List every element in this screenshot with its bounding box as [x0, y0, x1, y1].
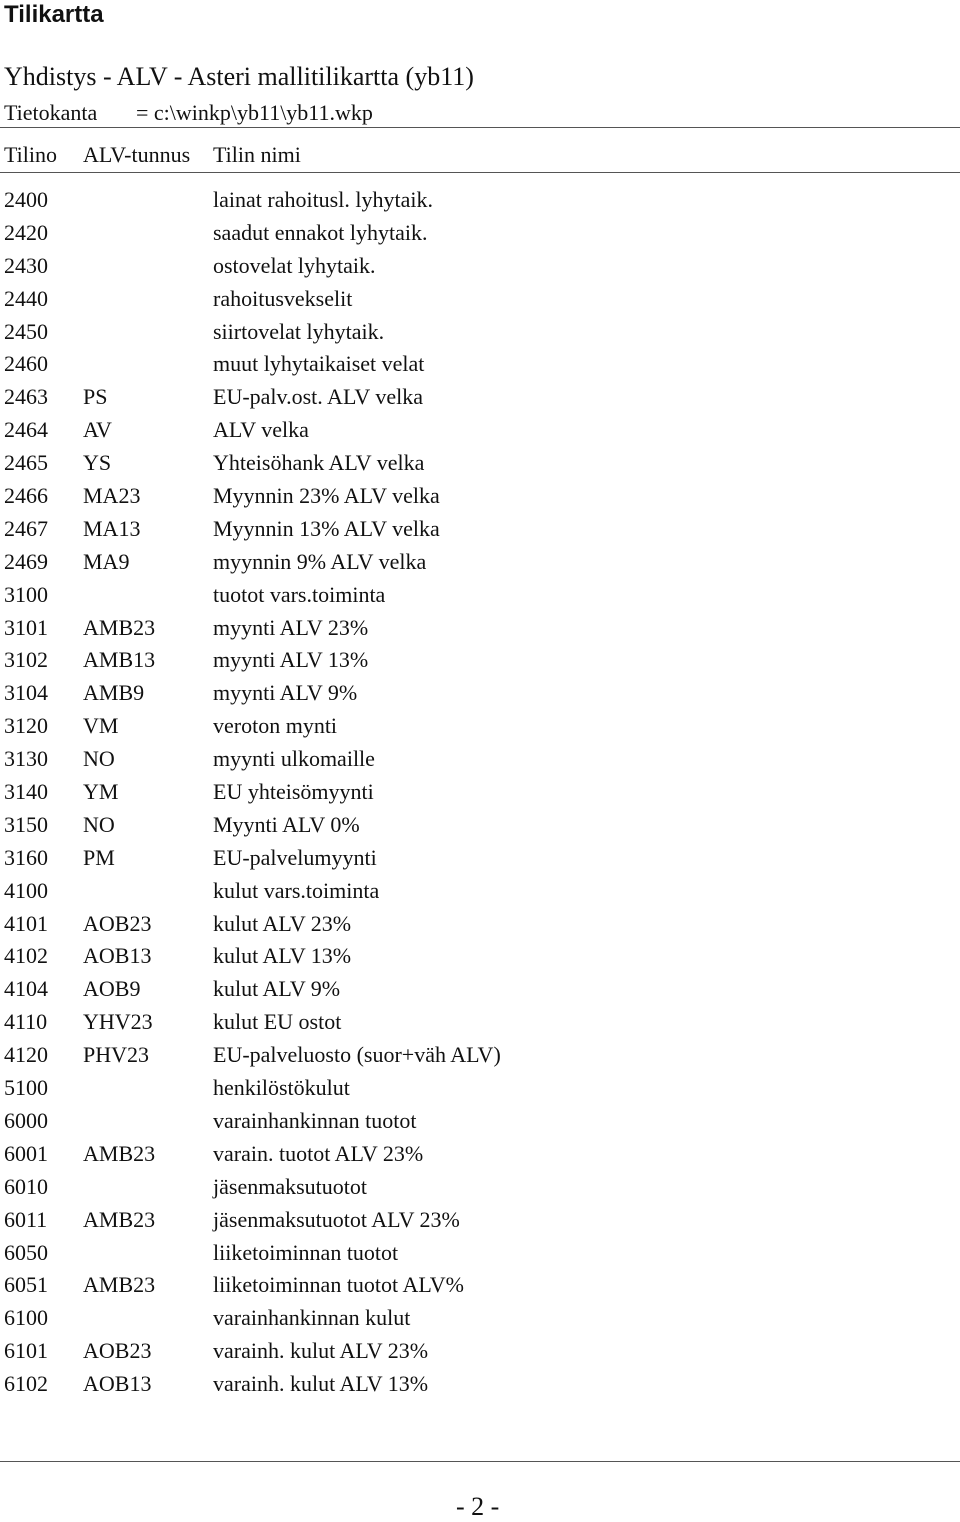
table-row [0, 250, 960, 283]
account-name: varain. tuotot ALV 23% [213, 1140, 424, 1166]
company-name: Yhdistys - ALV - Asteri mallitilikartta (yb11) [4, 62, 474, 91]
account-number: 2463 [4, 384, 48, 410]
table-row [0, 1204, 960, 1237]
account-number: 5100 [4, 1075, 48, 1101]
account-number: 6010 [4, 1173, 48, 1199]
vat-code: AOB23 [83, 1338, 152, 1364]
account-name: myynnin 9% ALV velka [213, 548, 427, 574]
vat-code: AMB23 [83, 1206, 156, 1232]
table-row [0, 381, 960, 414]
account-number: 4101 [4, 910, 48, 936]
vat-code: YHV23 [83, 1009, 153, 1035]
account-name: varainhankinnan tuotot [213, 1107, 417, 1133]
account-number: 6051 [4, 1272, 48, 1298]
vat-code: AMB23 [83, 1272, 156, 1298]
account-name: Myynnin 13% ALV velka [213, 515, 440, 541]
account-name: saadut ennakot lyhytaik. [213, 219, 428, 245]
database-label: Tietokanta [4, 100, 98, 125]
account-number: 4100 [4, 877, 48, 903]
vat-code: VM [83, 713, 119, 739]
vat-code: AV [83, 417, 112, 443]
vat-code: AMB9 [83, 680, 145, 706]
table-row [0, 875, 960, 908]
account-name: myynti ALV 13% [213, 647, 369, 673]
account-number: 6001 [4, 1140, 48, 1166]
database-path: = c:\winkp\yb11\yb11.wkp [136, 100, 373, 125]
account-name: ALV velka [213, 417, 309, 443]
table-row [0, 1105, 960, 1138]
account-number: 6050 [4, 1239, 48, 1265]
account-name: EU-palvelumyynti [213, 844, 377, 870]
vat-code: PM [83, 844, 115, 870]
account-name: liiketoiminnan tuotot ALV% [213, 1272, 464, 1298]
account-name: muut lyhytaikaiset velat [213, 351, 425, 377]
table-row [0, 809, 960, 842]
table-row [0, 579, 960, 612]
account-number: 3100 [4, 581, 48, 607]
account-number: 3102 [4, 647, 48, 673]
account-number: 2469 [4, 548, 48, 574]
table-row [0, 908, 960, 941]
table-row [0, 677, 960, 710]
vat-code: AMB23 [83, 614, 156, 640]
account-number: 2400 [4, 187, 48, 212]
account-name: varainh. kulut ALV 13% [213, 1371, 429, 1397]
vat-code: YS [83, 450, 112, 476]
table-row [0, 612, 960, 645]
account-number: 2450 [4, 318, 48, 344]
table-row [0, 414, 960, 447]
account-name: liiketoiminnan tuotot [213, 1239, 399, 1265]
table-row [0, 513, 960, 546]
vat-code: YM [83, 779, 119, 805]
account-number: 3104 [4, 680, 48, 706]
table-row [0, 283, 960, 316]
account-name: myynti ulkomaille [213, 746, 375, 772]
account-name: jäsenmaksutuotot [213, 1173, 367, 1199]
vat-code: AOB9 [83, 976, 141, 1002]
account-name: jäsenmaksutuotot ALV 23% [213, 1206, 460, 1232]
account-number: 6101 [4, 1338, 48, 1364]
account-number: 3150 [4, 811, 48, 837]
vat-code: NO [83, 811, 115, 837]
account-number: 2440 [4, 285, 48, 311]
table-row [0, 1171, 960, 1204]
account-name: henkilöstökulut [213, 1075, 350, 1101]
account-number: 4102 [4, 943, 48, 969]
account-name: kulut ALV 23% [213, 910, 352, 936]
table-row [0, 1237, 960, 1270]
table-row [0, 184, 960, 217]
table-row [0, 316, 960, 349]
table-row [0, 447, 960, 480]
vat-code: PS [83, 384, 108, 410]
account-number: 2466 [4, 483, 48, 509]
account-name: varainhankinnan kulut [213, 1305, 411, 1331]
vat-code: AMB23 [83, 1140, 156, 1166]
account-name: myynti ALV 9% [213, 680, 358, 706]
table-row [0, 480, 960, 513]
header-divider-bottom [0, 172, 960, 173]
table-row [0, 1006, 960, 1039]
table-row [0, 842, 960, 875]
table-row [0, 217, 960, 250]
account-number: 2430 [4, 252, 48, 278]
account-number: 3120 [4, 713, 48, 739]
account-name: ostovelat lyhytaik. [213, 252, 376, 278]
vat-code: NO [83, 746, 115, 772]
account-number: 2464 [4, 417, 48, 443]
account-number: 6100 [4, 1305, 48, 1331]
account-name: Myynnin 23% ALV velka [213, 483, 440, 509]
account-number: 4120 [4, 1042, 48, 1068]
account-name: varainh. kulut ALV 23% [213, 1338, 429, 1364]
header-divider-top [0, 127, 960, 128]
footer-divider [0, 1461, 960, 1462]
table-row [0, 776, 960, 809]
page-title: Tilikartta [4, 1, 104, 28]
account-number: 2460 [4, 351, 48, 377]
vat-code: MA9 [83, 548, 130, 574]
account-name: rahoitusvekselit [213, 285, 353, 311]
account-name: EU-palv.ost. ALV velka [213, 384, 423, 410]
table-row [0, 1368, 960, 1401]
table-row [0, 1138, 960, 1171]
account-number: 6102 [4, 1371, 48, 1397]
account-number: 6000 [4, 1107, 48, 1133]
column-header-vat-code: ALV-tunnus [83, 142, 191, 167]
vat-code: AMB13 [83, 647, 156, 673]
account-number: 3101 [4, 614, 48, 640]
account-name: kulut ALV 13% [213, 943, 352, 969]
table-row [0, 348, 960, 381]
account-name: Myynti ALV 0% [213, 811, 360, 837]
vat-code: PHV23 [83, 1042, 150, 1068]
account-number: 2467 [4, 515, 48, 541]
column-header-account-name: Tilin nimi [213, 142, 301, 167]
table-row [0, 1302, 960, 1335]
vat-code: MA13 [83, 515, 141, 541]
table-row [0, 1269, 960, 1302]
table-row [0, 973, 960, 1006]
account-name: EU-palveluosto (suor+väh ALV) [213, 1042, 501, 1068]
account-table-body [0, 184, 960, 1401]
vat-code: MA23 [83, 483, 141, 509]
account-number: 3140 [4, 779, 48, 805]
table-row [0, 644, 960, 677]
account-name: myynti ALV 23% [213, 614, 369, 640]
column-header-account-number: Tilino [4, 142, 58, 167]
account-name: kulut vars.toiminta [213, 877, 380, 903]
account-number: 6011 [4, 1206, 48, 1232]
account-number: 2420 [4, 219, 48, 245]
account-name: kulut ALV 9% [213, 976, 341, 1002]
account-name: Yhteisöhank ALV velka [213, 450, 425, 476]
account-name: kulut EU ostot [213, 1009, 342, 1035]
table-row [0, 1039, 960, 1072]
account-number: 4110 [4, 1009, 48, 1035]
table-row [0, 940, 960, 973]
account-number: 4104 [4, 976, 48, 1002]
page-number: - 2 - [456, 1492, 500, 1521]
account-name: veroton mynti [213, 713, 338, 739]
account-name: siirtovelat lyhytaik. [213, 318, 385, 344]
vat-code: AOB23 [83, 910, 152, 936]
table-row [0, 743, 960, 776]
table-row [0, 1335, 960, 1368]
account-name: EU yhteisömyynti [213, 779, 374, 805]
account-number: 2465 [4, 450, 48, 476]
table-row [0, 546, 960, 579]
account-number: 3160 [4, 844, 48, 870]
table-row [0, 1072, 960, 1105]
vat-code: AOB13 [83, 943, 152, 969]
account-name: tuotot vars.toiminta [213, 581, 386, 607]
table-row [0, 710, 960, 743]
vat-code: AOB13 [83, 1371, 152, 1397]
account-name: lainat rahoitusl. lyhytaik. [213, 187, 433, 212]
account-number: 3130 [4, 746, 48, 772]
